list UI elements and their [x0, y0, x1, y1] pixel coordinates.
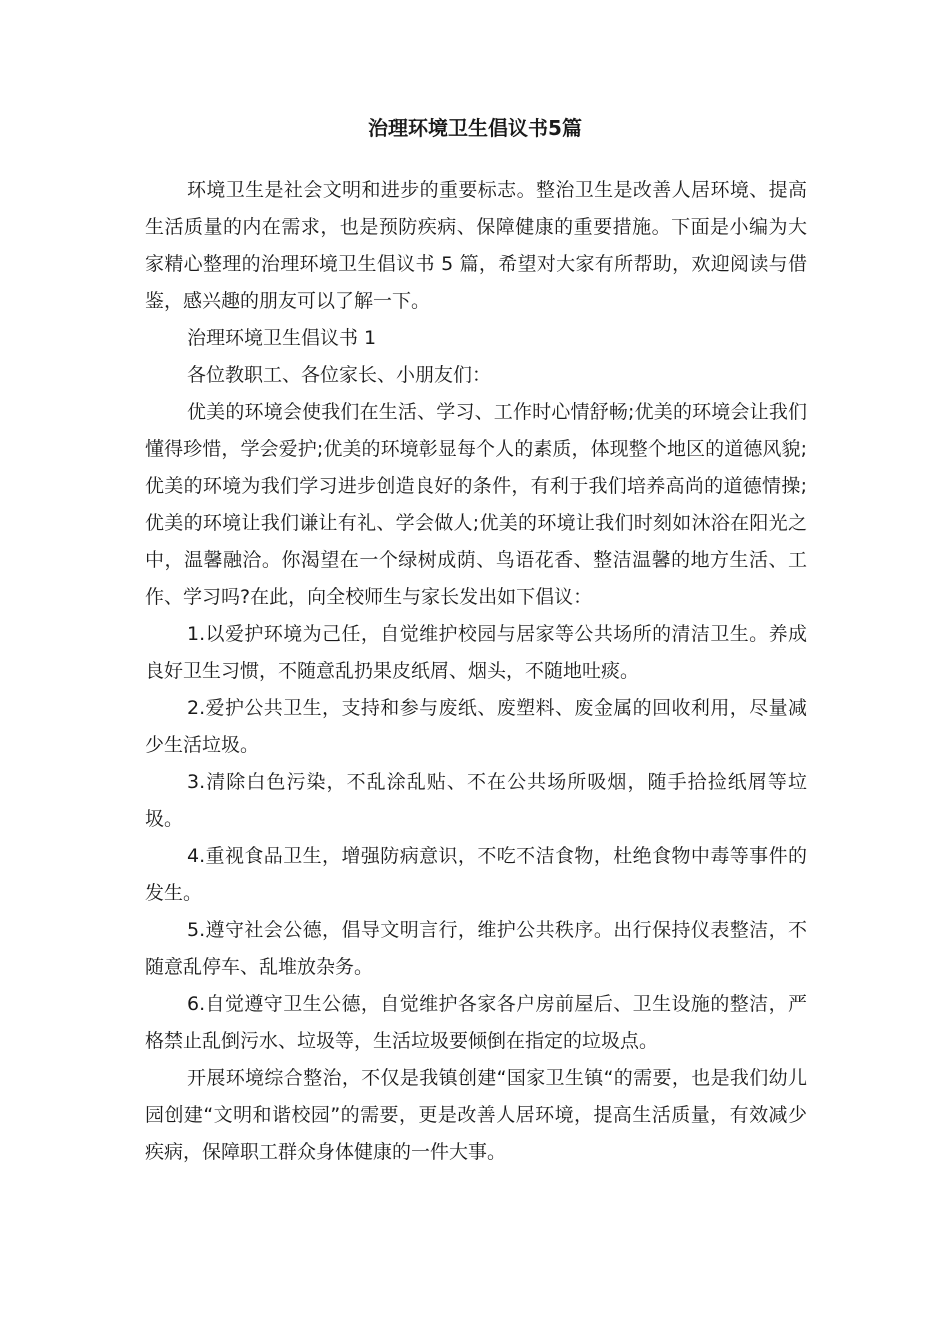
salutation: 各位教职工、各位家长、小朋友们：: [187, 364, 492, 386]
document-title: 治理环境卫生倡议书5篇: [368, 116, 582, 140]
proposal-item-2: 2.爱护公共卫生，支持和参与废纸、废塑料、废金属的回收利用，尽量减少生活垃圾。: [145, 697, 807, 756]
body-paragraph: 优美的环境会使我们在生活、学习、工作时心情舒畅;优美的环境会让我们懂得珍惜，学会爱护;优美的环境彰显每个人的素质，体现整个地区的道德风貌;优美的环境为我们学习进步创造良好的条件，有利于我们培养高尚的道德情操;优美的环境让我们谦让有礼、学会做人;优美的环境让我们时刻如沐浴在阳光之中，温馨融洽。你渴望在一个绿树成荫、鸟语花香、整洁温馨的地方生活、工作、学习吗?在此，向全校师生与家长发出如下倡议：: [145, 401, 807, 608]
section-heading: 治理环境卫生倡议书 1: [187, 327, 377, 349]
proposal-item-1: 1.以爱护环境为己任，自觉维护校园与居家等公共场所的清洁卫生。养成良好卫生习惯，不随意乱扔果皮纸屑、烟头，不随地吐痰。: [145, 623, 807, 682]
proposal-item-4: 4.重视食品卫生，增强防病意识，不吃不洁食物，杜绝食物中毒等事件的发生。: [145, 845, 807, 904]
closing-paragraph: 开展环境综合整治，不仅是我镇创建“国家卫生镇“的需要，也是我们幼儿园创建“文明和谐校园”的需要，更是改善人居环境，提高生活质量，有效减少疾病，保障职工群众身体健康的一件大事。: [145, 1067, 807, 1163]
proposal-item-3: 3.清除白色污染，不乱涂乱贴、不在公共场所吸烟，随手拾捡纸屑等垃圾。: [145, 771, 807, 830]
intro-paragraph: 环境卫生是社会文明和进步的重要标志。整治卫生是改善人居环境、提高生活质量的内在需求，也是预防疾病、保障健康的重要措施。下面是小编为大家精心整理的治理环境卫生倡议书 5 篇，希望对大家有所帮助，欢迎阅读与借鉴，感兴趣的朋友可以了解一下。: [145, 179, 807, 312]
proposal-item-6: 6.自觉遵守卫生公德，自觉维护各家各户房前屋后、卫生设施的整洁，严格禁止乱倒污水、垃圾等，生活垃圾要倾倒在指定的垃圾点。: [145, 993, 807, 1052]
document-body: [145, 172, 807, 1171]
proposal-item-5: 5.遵守社会公德，倡导文明言行，维护公共秩序。出行保持仪表整洁，不随意乱停车、乱堆放杂务。: [145, 919, 807, 978]
